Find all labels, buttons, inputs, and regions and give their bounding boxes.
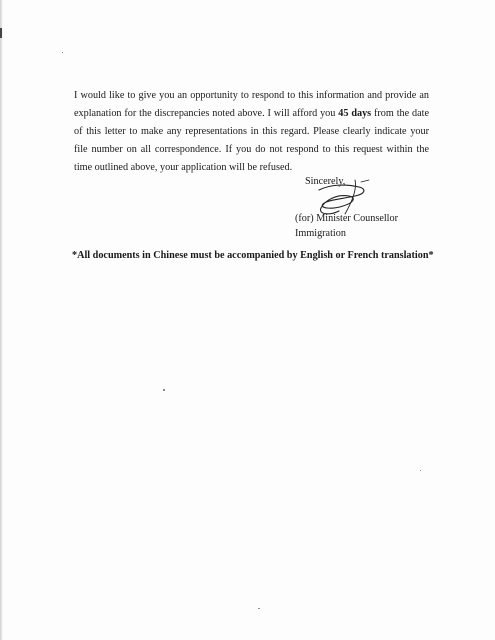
- scan-mark: [0, 28, 2, 38]
- deadline-days: 45 days: [338, 108, 372, 119]
- scan-speck: [420, 470, 421, 471]
- signer-title: (for) Minister Counsellor: [295, 213, 398, 224]
- scan-shadow-edge: [0, 0, 3, 640]
- closing-salutation: Sincerely,: [305, 176, 346, 187]
- translation-notice: *All documents in Chinese must be accompanied by English or French translation*: [72, 250, 434, 261]
- paragraph-text-start: I would like to give you an opportunity to respond to this information and provide an explanation for the discrepancies noted above. I will afford you: [74, 90, 429, 119]
- scan-speck: [163, 389, 165, 391]
- response-paragraph: [74, 87, 429, 177]
- scan-speck: [62, 52, 63, 53]
- scan-speck: [258, 608, 260, 609]
- paragraph-text-end: from the date of this letter to make any representations in this regard. Please clearly indicate your file number on all correspondence. If you do not respond to this request within the time outlined above, your application will be refused.: [74, 108, 429, 173]
- signer-department: Immigration: [295, 228, 346, 239]
